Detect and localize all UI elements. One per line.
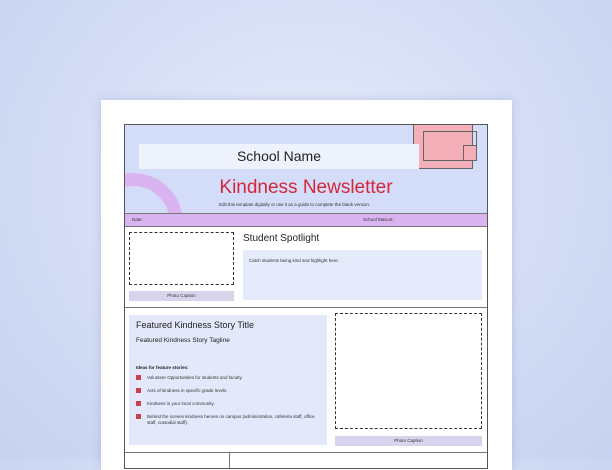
ideas-heading: Ideas for feature stories: xyxy=(136,365,189,370)
square-bullet-icon xyxy=(136,375,141,380)
student-spotlight-section xyxy=(125,228,487,308)
spotlight-photo-caption[interactable]: Photo Caption xyxy=(129,291,234,301)
list-item xyxy=(136,401,321,407)
square-bullet-icon xyxy=(136,401,141,406)
info-bar xyxy=(125,213,487,227)
school-name-field[interactable]: School Name xyxy=(139,144,419,169)
feature-photo-placeholder[interactable] xyxy=(335,313,482,429)
list-item xyxy=(136,375,321,381)
idea-text: Behind the scenes kindness heroes on campus (administration, cafeteria staff, office staff, custodial staff). xyxy=(147,414,315,425)
list-item xyxy=(136,414,321,426)
idea-text: Acts of kindness in specific grade levels. xyxy=(147,388,228,393)
school-mascot-label[interactable]: School Mascot: xyxy=(363,217,394,222)
spotlight-body-text: Catch students being kind and highlight here. xyxy=(249,258,340,263)
spotlight-text-box[interactable] xyxy=(243,250,482,300)
idea-text: Volunteer Opportunities for students and faculty. xyxy=(147,375,243,380)
ideas-list xyxy=(136,375,321,433)
column-divider xyxy=(229,452,230,469)
newsletter-subtitle: Edit this template digitally or use it as a guide to complete the blank version. xyxy=(219,202,371,207)
newsletter-template xyxy=(124,124,488,469)
date-label[interactable]: Date: xyxy=(132,217,143,222)
newsletter-header xyxy=(125,125,487,213)
section-divider xyxy=(125,452,487,453)
featured-story-box[interactable] xyxy=(129,315,327,445)
idea-text: Kindness in your local community. xyxy=(147,401,215,406)
decorative-pink-tab xyxy=(463,145,477,161)
square-bullet-icon xyxy=(136,388,141,393)
featured-story-tagline: Featured Kindness Story Tagline xyxy=(136,337,230,344)
featured-story-title: Featured Kindness Story Title xyxy=(136,320,255,330)
spotlight-title: Student Spotlight xyxy=(243,233,320,244)
feature-photo-caption[interactable]: Photo Caption xyxy=(335,436,482,446)
list-item xyxy=(136,388,321,394)
newsletter-title: Kindness Newsletter xyxy=(219,177,393,198)
spotlight-photo-placeholder[interactable] xyxy=(129,232,234,285)
square-bullet-icon xyxy=(136,414,141,419)
